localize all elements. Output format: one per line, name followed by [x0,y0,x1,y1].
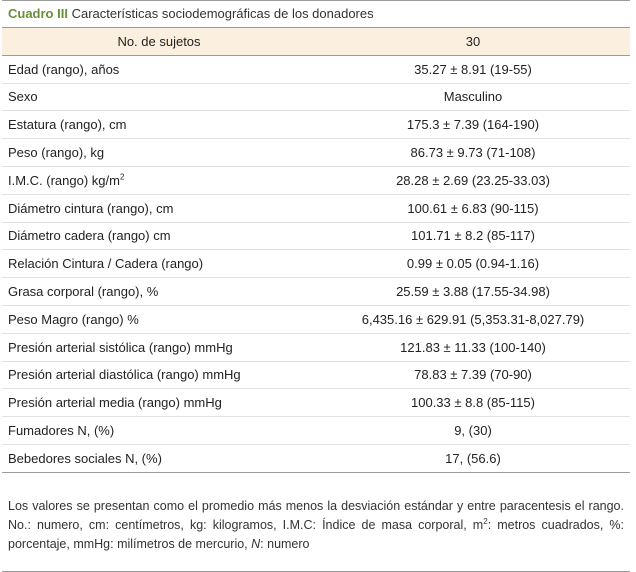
table-row [2,361,630,389]
table-row [2,83,630,111]
table-row [2,222,630,250]
row-label: Peso Magro (rango) % [8,311,139,327]
row-label-cell [2,111,316,139]
table-row [2,139,630,167]
row-label-cell [2,250,316,278]
row-value: 121.83 ± 11.33 (100-140) [316,333,630,361]
row-label: Grasa corporal (rango), % [8,284,159,300]
row-value: 100.61 ± 6.83 (90-115) [316,194,630,222]
row-value: 17, (56.6) [316,444,630,472]
row-label-cell [2,389,316,417]
table-row [2,55,630,83]
row-label-cell [2,55,316,83]
row-value: 28.28 ± 2.69 (23.25-33.03) [316,166,630,194]
row-value: 6,435.16 ± 629.91 (5,353.31-8,027.79) [316,305,630,333]
row-value: 0.99 ± 0.05 (0.94-1.16) [316,250,630,278]
row-label-cell [2,194,316,222]
footnote-italic: N [251,536,261,551]
row-value: 175.3 ± 7.39 (164-190) [316,111,630,139]
data-table [2,28,630,473]
table-row [2,444,630,472]
row-label: Fumadores N, (%) [8,423,115,439]
row-label-cell [2,166,316,194]
row-label: Diámetro cadera (rango) cm [8,228,171,244]
footnote-text-1: Los valores se presentan como el promedio más menos la desviación estándar y entre paracentesis el rango. No.: numero, cm: centímetros, kg: kilogramos, I.M.C: Índice de masa corporal, m [8,498,624,532]
row-label-cell [2,333,316,361]
row-value: 25.59 ± 3.88 (17.55-34.98) [316,278,630,306]
row-label-cell [2,139,316,167]
row-label: Estatura (rango), cm [8,117,127,133]
table-row [2,166,630,194]
table-row [2,111,630,139]
row-label-superscript: 2 [119,172,125,182]
footnote-superscript: 2 [483,516,488,526]
row-label: I.M.C. (rango) kg/m [8,172,120,188]
header-cell-label: No. de sujetos [2,28,316,55]
row-label-cell [2,417,316,445]
table-title: Características sociodemográficas de los donadores [71,6,374,21]
row-label: Edad (rango), años [8,61,120,77]
table-row [2,417,630,445]
row-value: Masculino [316,83,630,111]
row-label-cell [2,444,316,472]
row-value: 86.73 ± 9.73 (71-108) [316,139,630,167]
row-label: Presión arterial sistólica (rango) mmHg [8,339,233,355]
row-value: 78.83 ± 7.39 (70-90) [316,361,630,389]
row-label: Presión arterial diastólica (rango) mmHg [8,367,241,383]
row-label: Sexo [8,89,38,105]
table-caption [2,1,630,28]
table-number: Cuadro III [8,6,68,21]
header-cell-value: 30 [316,28,630,55]
table-row [2,305,630,333]
table-header-row [2,28,630,55]
table-row [2,278,630,306]
row-label-cell [2,361,316,389]
row-label-cell [2,305,316,333]
row-label-cell [2,278,316,306]
row-label-cell [2,83,316,111]
table-row [2,194,630,222]
row-label: Bebedores sociales N, (%) [8,450,162,466]
row-value: 101.71 ± 8.2 (85-117) [316,222,630,250]
row-label: Peso (rango), kg [8,145,105,161]
row-value: 100.33 ± 8.8 (85-115) [316,389,630,417]
row-value: 9, (30) [316,417,630,445]
table-row [2,250,630,278]
row-label: Diámetro cintura (rango), cm [8,200,174,216]
table-row [2,333,630,361]
row-label-cell [2,222,316,250]
row-value: 35.27 ± 8.91 (19-55) [316,55,630,83]
table-figure [2,0,630,572]
table-footnote [2,473,630,572]
row-label: Presión arterial media (rango) mmHg [8,395,222,411]
footnote-text-3: : numero [260,536,310,551]
footnote-text-2: : metros cuadrados, %: porcentaje, mmHg: milímetros de mercurio, [8,517,624,551]
row-label: Relación Cintura / Cadera (rango) [8,256,204,272]
table-row [2,389,630,417]
